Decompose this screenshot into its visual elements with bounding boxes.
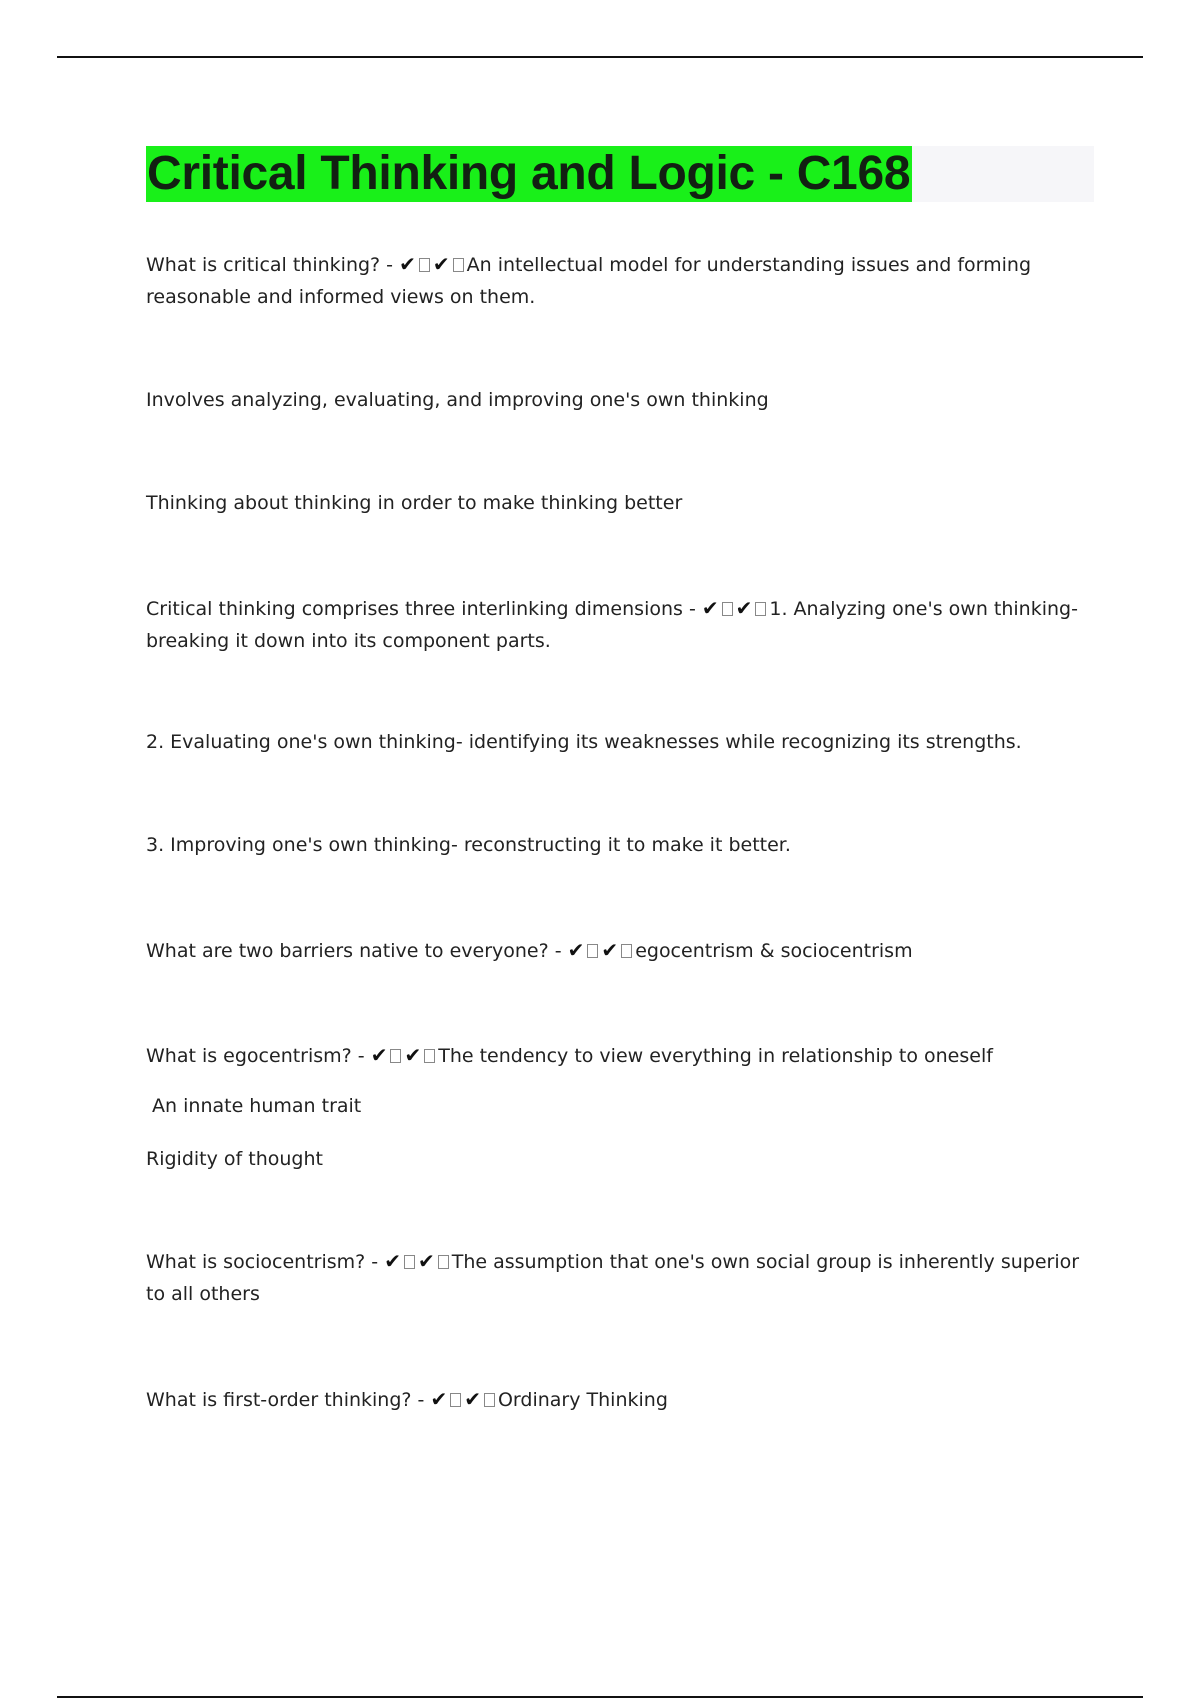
check-mark-icon: ✔ [404, 1043, 422, 1067]
missing-glyph-box-icon [404, 1255, 415, 1269]
text-item: 3. Improving one's own thinking- reconstructing it to make it better. [146, 834, 791, 856]
missing-glyph-box-icon [424, 1049, 435, 1063]
top-rule [57, 56, 1143, 58]
missing-glyph-box-icon [621, 944, 632, 958]
question-text: What is egocentrism? - [146, 1045, 371, 1067]
check-mark-icon: ✔ [370, 1043, 388, 1067]
answer-text: Ordinary Thinking [497, 1389, 668, 1411]
qa-item [146, 934, 1094, 967]
missing-glyph-box-icon [453, 258, 464, 272]
answer-text: egocentrism & sociocentrism [635, 940, 913, 962]
text-item: Thinking about thinking in order to make thinking better [146, 492, 683, 514]
question-text: What is critical thinking? - [146, 254, 400, 276]
check-mark-icon: ✔ [432, 252, 450, 276]
check-mark-icon: ✔ [701, 596, 719, 620]
missing-glyph-box-icon [484, 1393, 495, 1407]
qa-item [146, 248, 1094, 313]
answer-text: 1. Analyzing one's own thinking- breaking it down into its component parts. [146, 598, 1078, 652]
missing-glyph-box-icon [419, 258, 430, 272]
check-mark-icon: ✔ [464, 1387, 481, 1411]
answer-text: An intellectual model for understanding issues and forming reasonable and informed views on them. [146, 254, 1032, 308]
check-mark-icon: ✔ [399, 252, 416, 276]
check-mark-icon: ✔ [417, 1249, 435, 1273]
answer-text: The tendency to view everything in relationship to oneself [438, 1045, 993, 1067]
text-item: Rigidity of thought [146, 1148, 323, 1170]
check-mark-icon: ✔ [430, 1387, 448, 1411]
check-mark-icon: ✔ [567, 938, 585, 962]
text-item: Involves analyzing, evaluating, and improving one's own thinking [146, 389, 769, 411]
answer-text: The assumption that one's own social group is inherently superior to all others [146, 1251, 1080, 1305]
missing-glyph-box-icon [755, 602, 766, 616]
bottom-rule [57, 1696, 1143, 1698]
check-mark-icon: ✔ [384, 1249, 401, 1273]
missing-glyph-box-icon [450, 1393, 461, 1407]
question-text: What is sociocentrism? - [146, 1251, 385, 1273]
check-mark-icon: ✔ [735, 596, 753, 620]
question-text: Critical thinking comprises three interlinking dimensions - [146, 598, 702, 620]
text-item: 2. Evaluating one's own thinking- identifying its weaknesses while recognizing its strengths. [146, 731, 1022, 753]
missing-glyph-box-icon [438, 1255, 449, 1269]
missing-glyph-box-icon [722, 602, 733, 616]
check-mark-icon: ✔ [601, 938, 619, 962]
text-item: An innate human trait [146, 1095, 362, 1117]
qa-item [146, 1039, 1094, 1072]
question-text: What are two barriers native to everyone? - [146, 940, 568, 962]
question-text: What is first-order thinking? - [146, 1389, 431, 1411]
missing-glyph-box-icon [587, 944, 598, 958]
qa-item [146, 592, 1094, 657]
qa-item [146, 1245, 1094, 1310]
missing-glyph-box-icon [390, 1049, 401, 1063]
document-title: Critical Thinking and Logic - C168 [147, 147, 911, 200]
qa-item [146, 1383, 1094, 1416]
